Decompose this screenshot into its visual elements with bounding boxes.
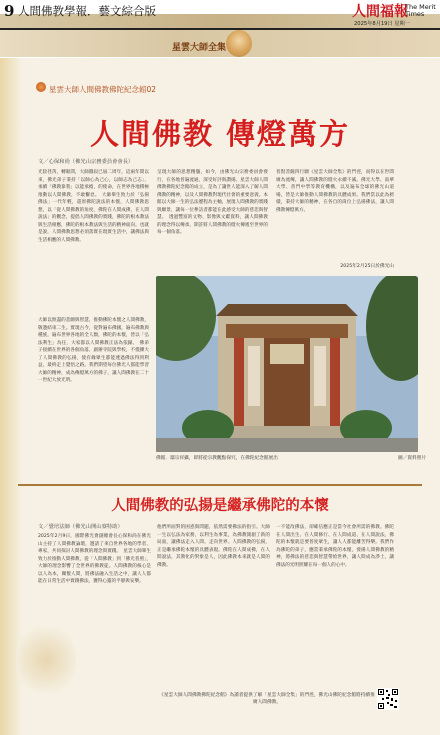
banner-title: 星雲大師全集 (172, 43, 227, 53)
lotus-icon (36, 82, 46, 92)
section-divider (18, 484, 422, 486)
section-title: 人間佛教學報．藝文綜合版 (18, 4, 156, 18)
decorative-left-border (0, 58, 22, 735)
article1-date-line: 2025年2月25日於佛光山 (340, 264, 394, 269)
qr-code-icon[interactable] (377, 688, 399, 710)
museum-photo (156, 276, 418, 452)
monk-portrait-icon (226, 30, 252, 57)
article1-column-3: 普賢菩薩四行願《星雲大師全集》的門徑，而得以在世間廣為流傳，讓人間佛教的燈火永續不滅。佛光大學、南華大學、普門中學等教育機構，以及遍布全球的佛光山道場，皆是大師推動人間佛教的具體成果。我們當以此為榜樣，秉持大師的精神，在各自的崗位上弘揚佛法，讓人間佛教傳燈萬方。 (276, 170, 394, 213)
photo-credit: 圖／資料照片 (398, 456, 427, 461)
article1-column-1: 光陰荏苒，轉眼間，大師圓寂已屆二周年，這兩年間以來，佛光弟子秉持「以師心為己心，以師志為己志」，承續「佛教靠我」以能承擔，的使命，在世界各地積極推動以人間佛教，不敢懈怠。 大師畢生致力於「弘揚佛法」一代年輕，還原佛陀說法的本懷，人間佛教思想，以「從人間佛教的角度，佛陀在人間成佛，在人間說法」的觀念，提倡人間佛教的實踐，佛陀的根本教法與生活相應，佛陀的根本教法與生活的精神面向。也就是說，人間佛教思想必須落實在現實生活中，讓佛法與生活相應的人間佛教。 (38, 170, 149, 243)
article2-column-3: 一不能改佛法，卻確信應正是當今社會所需的佛教。佛陀在人間出生、在人間修行、在人間成道、在人間說法，佛陀的本懷就是要普度眾生，讓人人都能離苦得樂。我們作為佛陀的弟子，應當秉承佛陀的本懷，發揚人間佛教的精神，將佛法的慈悲與智慧帶給世界，讓人間成為淨土，讓佛法的光明照耀在每一個人的心中。 (276, 525, 394, 568)
article2-footnote: 《星雲大師人間佛教佛陀紀念館》為讀者提供了解「星雲大師全集」的門徑，佛光山佛陀紀念館將持續推廣人間佛教。 (159, 693, 375, 705)
photo-caption: 佛館．鄒宗祥攝，即將從宗教觀點探究，在佛陀紀念館展出 (156, 456, 278, 461)
article1-column-2: 呈現大師的思想精髓，如今，由佛光山宗務委員會發行，在各地普遍流通，深受好評與讚揚。星雲大師人間佛教佛陀紀念館的成立，是為了讓世人能深入了解人間佛教的精神，以及人間佛教對現代社會的重要意義。本館以大師一生的弘法歷程為主軸，展現人間佛教的實踐與願景，讓每一位參訪者都能在此感受大師的慈悲與智慧。 透過豐富的文物、影像與文獻資料，讓人間佛教的理念得以傳承，期許將人間佛教的燈火傳遞至世界的每一個角落。 (157, 170, 268, 235)
article2-byline: 文／覺培法師（佛光山開山寮特助） (38, 524, 123, 530)
article1-byline: 文／心保和尚（佛光山宗務委員會會長） (38, 159, 134, 165)
article1-headline: 人間佛教 傳燈萬方 (89, 117, 351, 151)
series-title: 星雲大師人間佛教佛陀紀念館02 (49, 85, 157, 94)
building-image (156, 276, 418, 452)
page-number: 9 (4, 2, 15, 20)
newspaper-logo: 人間福報 (352, 4, 408, 20)
article1-column-1b: 大師以無盡的悲願與智慧，推動佛陀本懷之人間佛教，敬邀結束二生。實現古今，從對遍布佛國，遍布佛教與種族，遍布世界各地的全人類，佛陀的本懷，皆以「弘法利生」為任，大家都以人間佛教正法為依歸。 佛弟子接續在世界的各個角落，創辦寺院與學校，不僅擴大了人間佛教的弘揚，使有緣眾生都能透過佛法得到利益，最終走上覺悟之路。我們期望每位佛光人都能學習大師的精神，成為傳燈萬方的佛子，讓人間佛教在二十一世紀大放光明。 (38, 318, 149, 383)
issue-date: 2025年8月19日 星期一 (354, 21, 410, 27)
newspaper-logo-en: The Merit Times (405, 3, 436, 18)
article2-headline: 人間佛教的弘揚是繼承佛陀的本懷 (111, 498, 329, 514)
article2-column-1: 2025年2月9日，國際佛光會副總會長心保和尚在佛光山主持了人間佛教論壇，邀請了來自世界各地的學者、專家，共同探討人間佛教的理念與實踐。 星雲大師畢生致力於推動人間佛教，從「人間佛教」到「佛光普照」，大師的理念影響了全世界的佛教徒。人間佛教的核心是以人為本，關懷人間，將佛法融入生活之中，讓人人都能在日常生活中實踐佛法，獲得心靈的平靜與安樂。 (38, 534, 151, 584)
article2-column-2: 他們所面對的困惑與問題，依然需要佛法的指引。大師一生以弘法為家務，以利生為事業，為佛教開創了新的局面，讓佛法走入人間、走向世界。人間佛教的弘揚，正是繼承佛陀本懷的具體表現。佛陀在人間成佛，在人間說法，其教化的對象是人，因此佛教本來就是人間的佛教。 (157, 525, 270, 568)
